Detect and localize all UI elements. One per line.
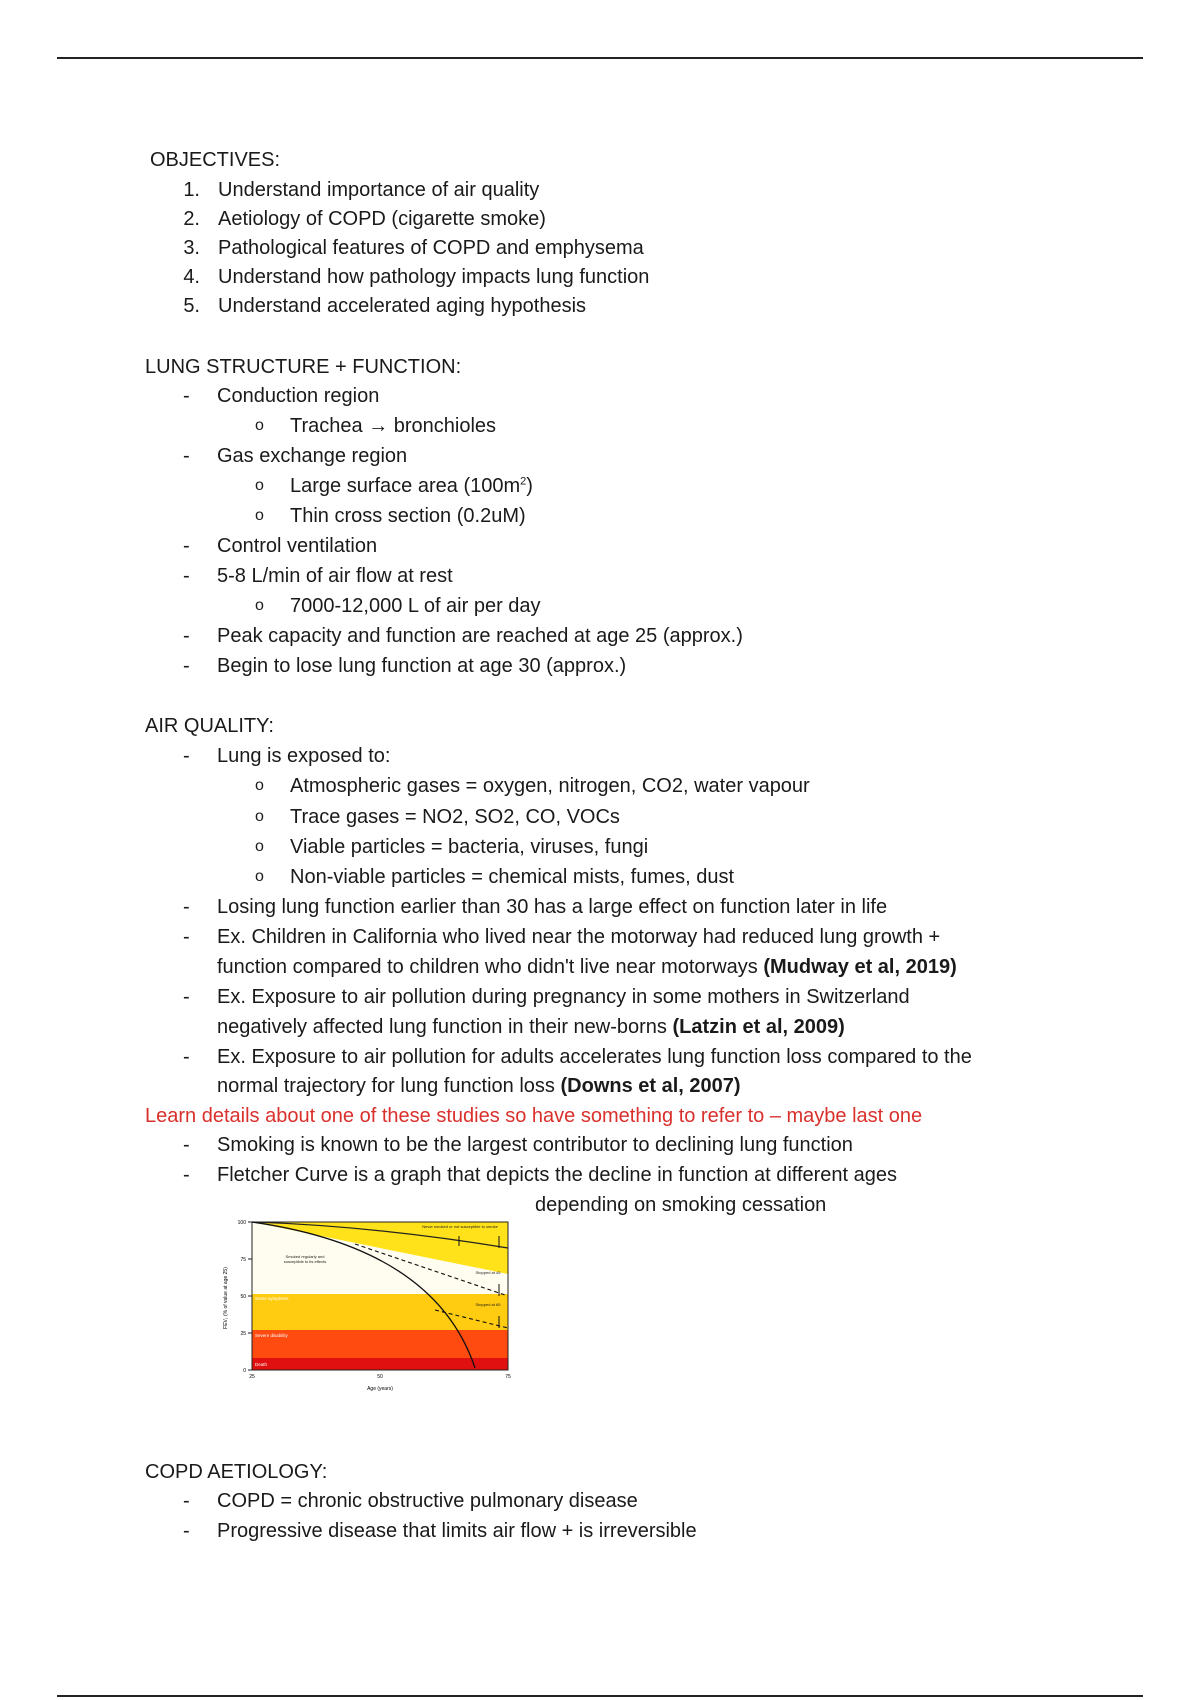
dash-bullet: - (183, 1134, 190, 1156)
citation: (Latzin et al, 2009) (672, 1016, 845, 1038)
circle-bullet: o (255, 507, 264, 524)
dash-bullet: - (183, 625, 190, 647)
fletcher-item-continued: depending on smoking cessation (535, 1194, 827, 1216)
dash-bullet: - (183, 1046, 190, 1068)
zone-symptoms (252, 1294, 508, 1330)
dash-bullet: - (183, 655, 190, 677)
example-text: normal trajectory for lung function loss (217, 1075, 555, 1097)
conduction-item: Conduction region (217, 385, 380, 407)
circle-bullet: o (255, 838, 264, 855)
smoking-item: Smoking is known to be the largest contributor to declining lung function (217, 1134, 853, 1156)
objectives-heading: OBJECTIVES: (150, 149, 281, 171)
item-text: Understand importance of air quality (218, 179, 540, 201)
thin-section-item: Thin cross section (0.2uM) (290, 505, 526, 527)
x-axis-label: Age (years) (367, 1386, 393, 1392)
circle-bullet: o (255, 417, 264, 434)
y-tick-label: 50 (240, 1294, 246, 1300)
item-text: Pathological features of COPD and emphysema (218, 237, 644, 259)
dash-bullet: - (183, 1490, 190, 1512)
example-3-line-1: Ex. Exposure to air pollution for adults accelerates lung function loss compared to the (217, 1046, 972, 1068)
zone-death (252, 1358, 508, 1370)
never-smoked-label-box (415, 1224, 505, 1238)
item-number: 3. (183, 237, 200, 259)
dash-bullet: - (183, 445, 190, 467)
stopped-65-label: Stopped at 65 (475, 1302, 501, 1307)
bottom-rule (57, 1695, 1143, 1697)
zone-death-label: Death (255, 1362, 268, 1367)
dash-bullet: - (183, 745, 190, 767)
x-tick-label: 25 (249, 1374, 255, 1380)
circle-bullet: o (255, 597, 264, 614)
item-text: Understand accelerated aging hypothesis (218, 295, 587, 317)
item-number: 4. (183, 266, 200, 288)
viable-item: Viable particles = bacteria, viruses, fungi (290, 836, 649, 858)
example-text: function compared to children who didn't live near motorways (217, 956, 758, 978)
item-number: 5. (183, 295, 200, 317)
item-number: 2. (183, 208, 200, 230)
air-heading: AIR QUALITY: (145, 715, 274, 737)
bronchioles-text: bronchioles (393, 415, 497, 437)
peak-item: Peak capacity and function are reached at age 25 (approx.) (217, 625, 743, 647)
dash-bullet: - (183, 926, 190, 948)
stopped-45-label: Stopped at 45 (475, 1270, 501, 1275)
zone-symptoms-label: Some symptoms (255, 1296, 289, 1301)
lung-heading: LUNG STRUCTURE + FUNCTION: (145, 356, 462, 378)
dash-bullet: - (183, 1520, 190, 1542)
fletcher-item: Fletcher Curve is a graph that depicts the decline in function at different ages (217, 1164, 898, 1186)
y-tick-label: 0 (243, 1368, 246, 1374)
fletcher-curve-figure (215, 1218, 515, 1403)
circle-bullet: o (255, 808, 264, 825)
circle-bullet: o (255, 477, 264, 494)
citation: (Mudway et al, 2019) (763, 956, 957, 978)
dash-bullet: - (183, 896, 190, 918)
never-smoked-label: Never smoked or not susceptible to smoke (422, 1224, 498, 1229)
losing-item: Losing lung function earlier than 30 has a large effect on function later in life (217, 896, 888, 918)
citation: (Downs et al, 2007) (560, 1075, 741, 1097)
stopped-45-label-box (471, 1270, 505, 1284)
item-text: Aetiology of COPD (cigarette smoke) (218, 208, 546, 230)
dash-bullet: - (183, 535, 190, 557)
control-item: Control ventilation (217, 535, 378, 557)
item-text: Understand how pathology impacts lung function (218, 266, 650, 288)
superscript: 2 (520, 475, 527, 488)
example-2-line-2 (217, 1014, 845, 1040)
nonviable-item: Non-viable particles = chemical mists, fumes, dust (290, 866, 735, 888)
circle-bullet: o (255, 777, 264, 794)
example-2-line-1: Ex. Exposure to air pollution during pregnancy in some mothers in Switzerland (217, 986, 910, 1008)
example-text: negatively affected lung function in their new-borns (217, 1016, 667, 1038)
top-rule (57, 57, 1143, 59)
y-tick-label: 100 (237, 1220, 246, 1226)
circle-bullet: o (255, 868, 264, 885)
zone-disability-label: Severe disability (255, 1333, 288, 1338)
y-tick-label: 75 (240, 1257, 246, 1263)
y-tick-label: 25 (240, 1331, 246, 1337)
surface-close: ) (526, 475, 533, 497)
surface-area-item (290, 473, 533, 499)
lose-item: Begin to lose lung function at age 30 (approx.) (217, 655, 627, 677)
arrow-icon: → (368, 415, 389, 437)
trachea-item (290, 413, 496, 439)
trace-item: Trace gases = NO2, SO2, CO, VOCs (290, 806, 620, 828)
y-axis-label: FEV₁ (% of value at age 25) (223, 1267, 229, 1329)
study-note: Learn details about one of these studies so have something to refer to – maybe last one (145, 1105, 923, 1127)
example-1-line-1: Ex. Children in California who lived near the motorway had reduced lung growth + (217, 926, 941, 948)
x-tick-label: 50 (377, 1374, 383, 1380)
copd-definition-item: COPD = chronic obstructive pulmonary disease (217, 1490, 638, 1512)
item-number: 1. (183, 179, 200, 201)
smoked-label: Smoked regularly and susceptible to its effects (283, 1254, 327, 1264)
gas-exchange-item: Gas exchange region (217, 445, 408, 467)
stopped-65-label-box (471, 1302, 505, 1316)
per-day-item: 7000-12,000 L of air per day (290, 595, 541, 617)
example-3-line-2 (217, 1073, 741, 1099)
surface-text: Large surface area (100m (290, 475, 521, 497)
smoked-label-box (275, 1254, 335, 1274)
dash-bullet: - (183, 986, 190, 1008)
copd-heading: COPD AETIOLOGY: (145, 1461, 328, 1483)
trachea-text: Trachea (290, 415, 363, 437)
exposed-item: Lung is exposed to: (217, 745, 391, 767)
dash-bullet: - (183, 385, 190, 407)
atmospheric-item: Atmospheric gases = oxygen, nitrogen, CO2, water vapour (290, 775, 810, 797)
dash-bullet: - (183, 1164, 190, 1186)
example-1-line-2 (217, 954, 957, 980)
airflow-item: 5-8 L/min of air flow at rest (217, 565, 453, 587)
dash-bullet: - (183, 565, 190, 587)
progressive-item: Progressive disease that limits air flow + is irreversible (217, 1520, 697, 1542)
x-tick-label: 75 (505, 1374, 511, 1380)
